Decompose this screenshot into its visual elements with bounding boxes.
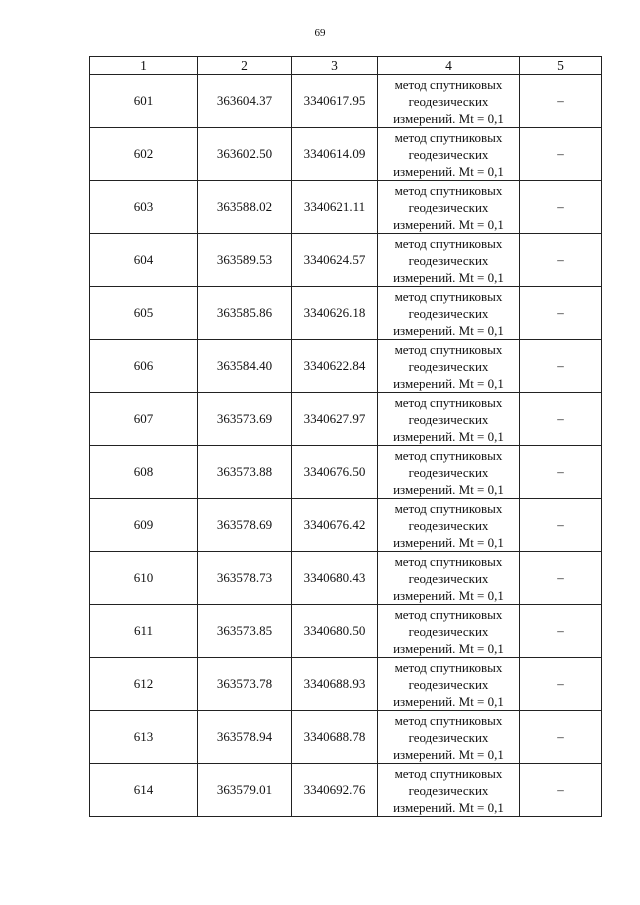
method-line-1: метод спутниковых <box>394 659 503 675</box>
page-number: 69 <box>314 27 326 39</box>
coordinate-x: 363578.69 <box>198 499 292 552</box>
coordinate-y: 3340617.95 <box>292 75 378 128</box>
coordinate-x: 363589.53 <box>198 234 292 287</box>
column-header-3: 3 <box>292 57 378 75</box>
method-description <box>378 393 520 446</box>
method-description <box>378 340 520 393</box>
point-number: 602 <box>90 128 198 181</box>
method-line-3: измерений. Mt = 0,1 <box>393 216 504 232</box>
method-line-1: метод спутниковых <box>394 447 503 463</box>
method-line-3: измерений. Mt = 0,1 <box>393 640 504 656</box>
coordinate-x: 363573.88 <box>198 446 292 499</box>
note-dash: – <box>520 181 602 234</box>
column-header-2: 2 <box>198 57 292 75</box>
method-line-1: метод спутниковых <box>394 235 503 251</box>
method-line-3: измерений. Mt = 0,1 <box>393 269 504 285</box>
method-line-2: геодезических <box>408 199 489 215</box>
point-number: 601 <box>90 75 198 128</box>
method-line-1: метод спутниковых <box>394 765 503 781</box>
method-line-2: геодезических <box>408 146 489 162</box>
note-dash: – <box>520 499 602 552</box>
method-line-1: метод спутниковых <box>394 76 503 92</box>
point-number: 603 <box>90 181 198 234</box>
coordinate-y: 3340626.18 <box>292 287 378 340</box>
method-line-2: геодезических <box>408 93 489 109</box>
point-number: 604 <box>90 234 198 287</box>
method-line-1: метод спутниковых <box>394 553 503 569</box>
method-line-3: измерений. Mt = 0,1 <box>393 799 504 815</box>
table-row <box>90 181 602 234</box>
method-line-1: метод спутниковых <box>394 341 503 357</box>
method-description <box>378 181 520 234</box>
method-line-3: измерений. Mt = 0,1 <box>393 428 504 444</box>
coordinate-y: 3340622.84 <box>292 340 378 393</box>
table-body <box>90 75 602 817</box>
method-line-1: метод спутниковых <box>394 394 503 410</box>
method-line-2: геодезических <box>408 464 489 480</box>
method-line-2: геодезических <box>408 676 489 692</box>
note-dash: – <box>520 128 602 181</box>
note-dash: – <box>520 340 602 393</box>
method-description <box>378 552 520 605</box>
note-dash: – <box>520 446 602 499</box>
coordinates-table <box>89 56 602 817</box>
method-description <box>378 234 520 287</box>
method-line-1: метод спутниковых <box>394 129 503 145</box>
coordinate-x: 363584.40 <box>198 340 292 393</box>
note-dash: – <box>520 552 602 605</box>
method-line-2: геодезических <box>408 517 489 533</box>
point-number: 612 <box>90 658 198 711</box>
coordinate-x: 363585.86 <box>198 287 292 340</box>
coordinate-x: 363579.01 <box>198 764 292 817</box>
method-line-3: измерений. Mt = 0,1 <box>393 746 504 762</box>
table-row <box>90 499 602 552</box>
coordinate-y: 3340688.78 <box>292 711 378 764</box>
column-header-1: 1 <box>90 57 198 75</box>
point-number: 606 <box>90 340 198 393</box>
table-row <box>90 605 602 658</box>
coordinate-y: 3340621.11 <box>292 181 378 234</box>
table-row <box>90 340 602 393</box>
method-line-3: измерений. Mt = 0,1 <box>393 693 504 709</box>
point-number: 610 <box>90 552 198 605</box>
method-line-1: метод спутниковых <box>394 606 503 622</box>
method-line-3: измерений. Mt = 0,1 <box>393 375 504 391</box>
point-number: 614 <box>90 764 198 817</box>
point-number: 609 <box>90 499 198 552</box>
note-dash: – <box>520 658 602 711</box>
coordinate-x: 363573.69 <box>198 393 292 446</box>
coordinate-x: 363573.78 <box>198 658 292 711</box>
note-dash: – <box>520 287 602 340</box>
table-row <box>90 552 602 605</box>
coordinate-y: 3340627.97 <box>292 393 378 446</box>
method-line-2: геодезических <box>408 305 489 321</box>
method-line-2: геодезических <box>408 782 489 798</box>
coordinate-y: 3340692.76 <box>292 764 378 817</box>
coordinate-x: 363578.73 <box>198 552 292 605</box>
column-header-5: 5 <box>520 57 602 75</box>
method-description <box>378 605 520 658</box>
note-dash: – <box>520 764 602 817</box>
coordinate-x: 363602.50 <box>198 128 292 181</box>
point-number: 605 <box>90 287 198 340</box>
method-line-2: геодезических <box>408 411 489 427</box>
method-description <box>378 711 520 764</box>
table-row <box>90 711 602 764</box>
method-description <box>378 128 520 181</box>
table-header-row <box>90 57 602 75</box>
table-row <box>90 128 602 181</box>
point-number: 613 <box>90 711 198 764</box>
method-line-3: измерений. Mt = 0,1 <box>393 534 504 550</box>
method-line-3: измерений. Mt = 0,1 <box>393 322 504 338</box>
note-dash: – <box>520 605 602 658</box>
method-description <box>378 75 520 128</box>
method-line-1: метод спутниковых <box>394 500 503 516</box>
method-line-1: метод спутниковых <box>394 712 503 728</box>
method-line-3: измерений. Mt = 0,1 <box>393 163 504 179</box>
coordinate-y: 3340676.42 <box>292 499 378 552</box>
point-number: 608 <box>90 446 198 499</box>
method-description <box>378 764 520 817</box>
point-number: 611 <box>90 605 198 658</box>
method-line-2: геодезических <box>408 623 489 639</box>
method-line-2: геодезических <box>408 252 489 268</box>
method-line-1: метод спутниковых <box>394 288 503 304</box>
method-line-1: метод спутниковых <box>394 182 503 198</box>
method-line-3: измерений. Mt = 0,1 <box>393 587 504 603</box>
coordinate-y: 3340680.43 <box>292 552 378 605</box>
table-row <box>90 234 602 287</box>
coordinate-y: 3340676.50 <box>292 446 378 499</box>
table-row <box>90 393 602 446</box>
coordinate-x: 363573.85 <box>198 605 292 658</box>
method-description <box>378 287 520 340</box>
coordinate-x: 363604.37 <box>198 75 292 128</box>
table-row <box>90 446 602 499</box>
coordinate-x: 363588.02 <box>198 181 292 234</box>
method-line-2: геодезических <box>408 729 489 745</box>
method-line-2: геодезических <box>408 358 489 374</box>
table-row <box>90 75 602 128</box>
point-number: 607 <box>90 393 198 446</box>
note-dash: – <box>520 234 602 287</box>
note-dash: – <box>520 393 602 446</box>
method-description <box>378 658 520 711</box>
note-dash: – <box>520 711 602 764</box>
coordinate-y: 3340680.50 <box>292 605 378 658</box>
method-line-3: измерений. Mt = 0,1 <box>393 110 504 126</box>
coordinate-y: 3340624.57 <box>292 234 378 287</box>
method-line-3: измерений. Mt = 0,1 <box>393 481 504 497</box>
table-row <box>90 287 602 340</box>
table-row <box>90 764 602 817</box>
coordinate-x: 363578.94 <box>198 711 292 764</box>
method-description <box>378 499 520 552</box>
coordinate-y: 3340614.09 <box>292 128 378 181</box>
column-header-4: 4 <box>378 57 520 75</box>
coordinate-y: 3340688.93 <box>292 658 378 711</box>
method-description <box>378 446 520 499</box>
note-dash: – <box>520 75 602 128</box>
method-line-2: геодезических <box>408 570 489 586</box>
table-row <box>90 658 602 711</box>
